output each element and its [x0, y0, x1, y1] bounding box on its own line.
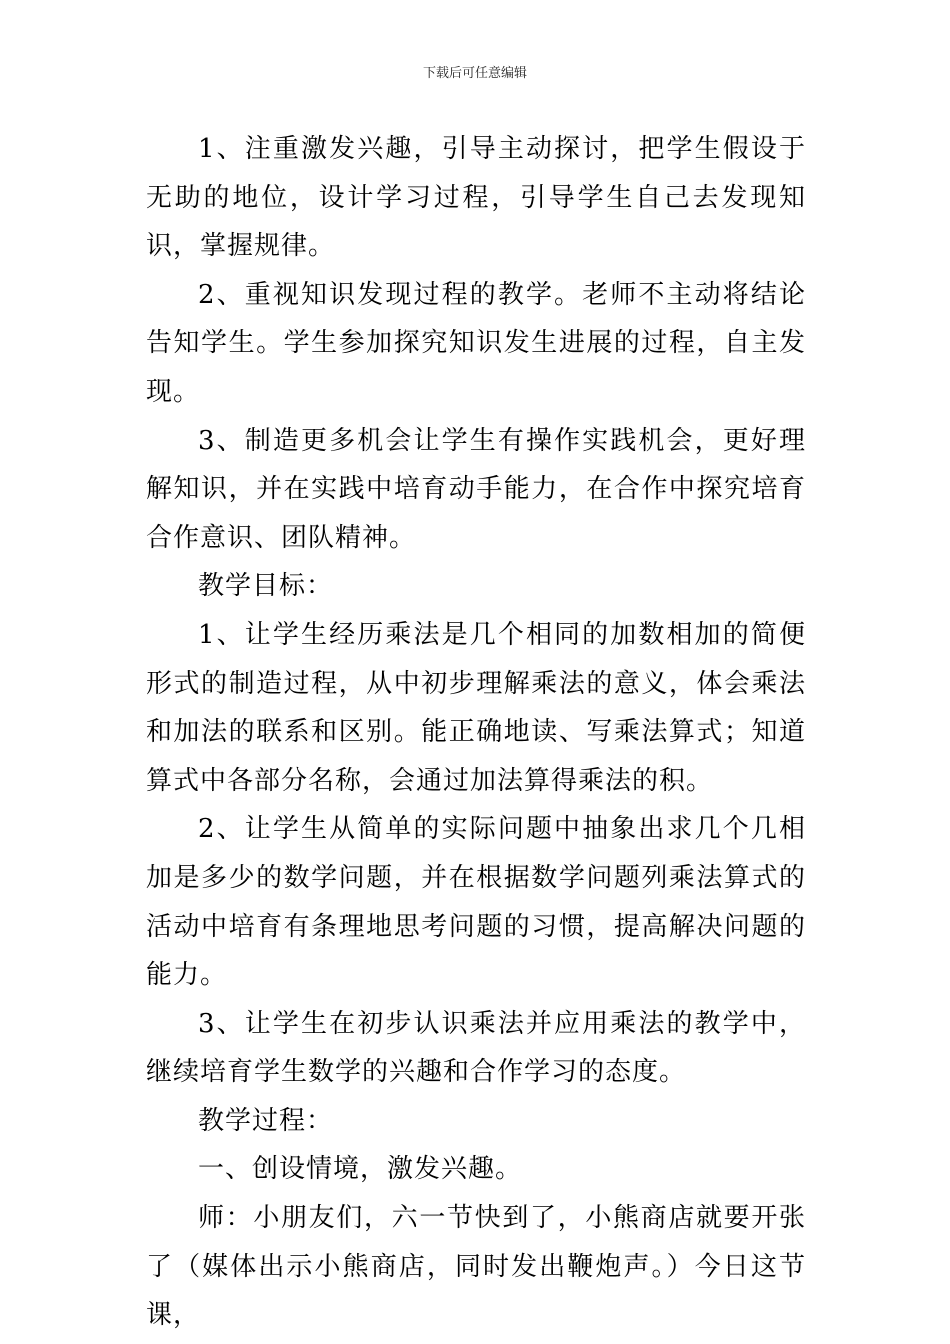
- paragraph-principle-3: 3、制造更多机会让学生有操作实践机会，更好理解知识，并在实践中培育动手能力，在合作中探究培育合作意识、团队精神。: [146, 425, 806, 553]
- paragraph-teacher-speech: 师：小朋友们，六一节快到了，小熊商店就要开张了（媒体出示小熊商店，同时发出鞭炮声。）今日这节课，: [146, 1203, 806, 1331]
- paragraph-goal-3: 3、让学生在初步认识乘法并应用乘法的教学中，继续培育学生数学的兴趣和合作学习的态度。: [146, 1008, 806, 1088]
- page-header: 下载后可任意编辑: [422, 66, 527, 81]
- heading-teaching-process: 教学过程：: [198, 1105, 334, 1136]
- paragraph-goal-1: 1、让学生经历乘法是几个相同的加数相加的简便形式的制造过程，从中初步理解乘法的意义，体会乘法和加法的联系和区别。能正确地读、写乘法算式；知道算式中各部分名称，会通过加法算得乘法的积。: [146, 619, 806, 796]
- document-body: [146, 125, 806, 1340]
- paragraph-goal-2: 2、让学生从简单的实际问题中抽象出求几个几相加是多少的数学问题，并在根据数学问题列乘法算式的活动中培育有条理地思考问题的习惯，提高解决问题的能力。: [146, 814, 806, 991]
- heading-teaching-goals: 教学目标：: [198, 571, 334, 602]
- paragraph-principle-1: 1、注重激发兴趣，引导主动探讨，把学生假设于无助的地位，设计学习过程，引导学生自己去发现知识，掌握规律。: [146, 134, 806, 262]
- paragraph-process-step-1: 一、创设情境，激发兴趣。: [198, 1154, 523, 1185]
- paragraph-principle-2: 2、重视知识发现过程的教学。老师不主动将结论告知学生。学生参加探究知识发生进展的过程，自主发现。: [146, 279, 806, 407]
